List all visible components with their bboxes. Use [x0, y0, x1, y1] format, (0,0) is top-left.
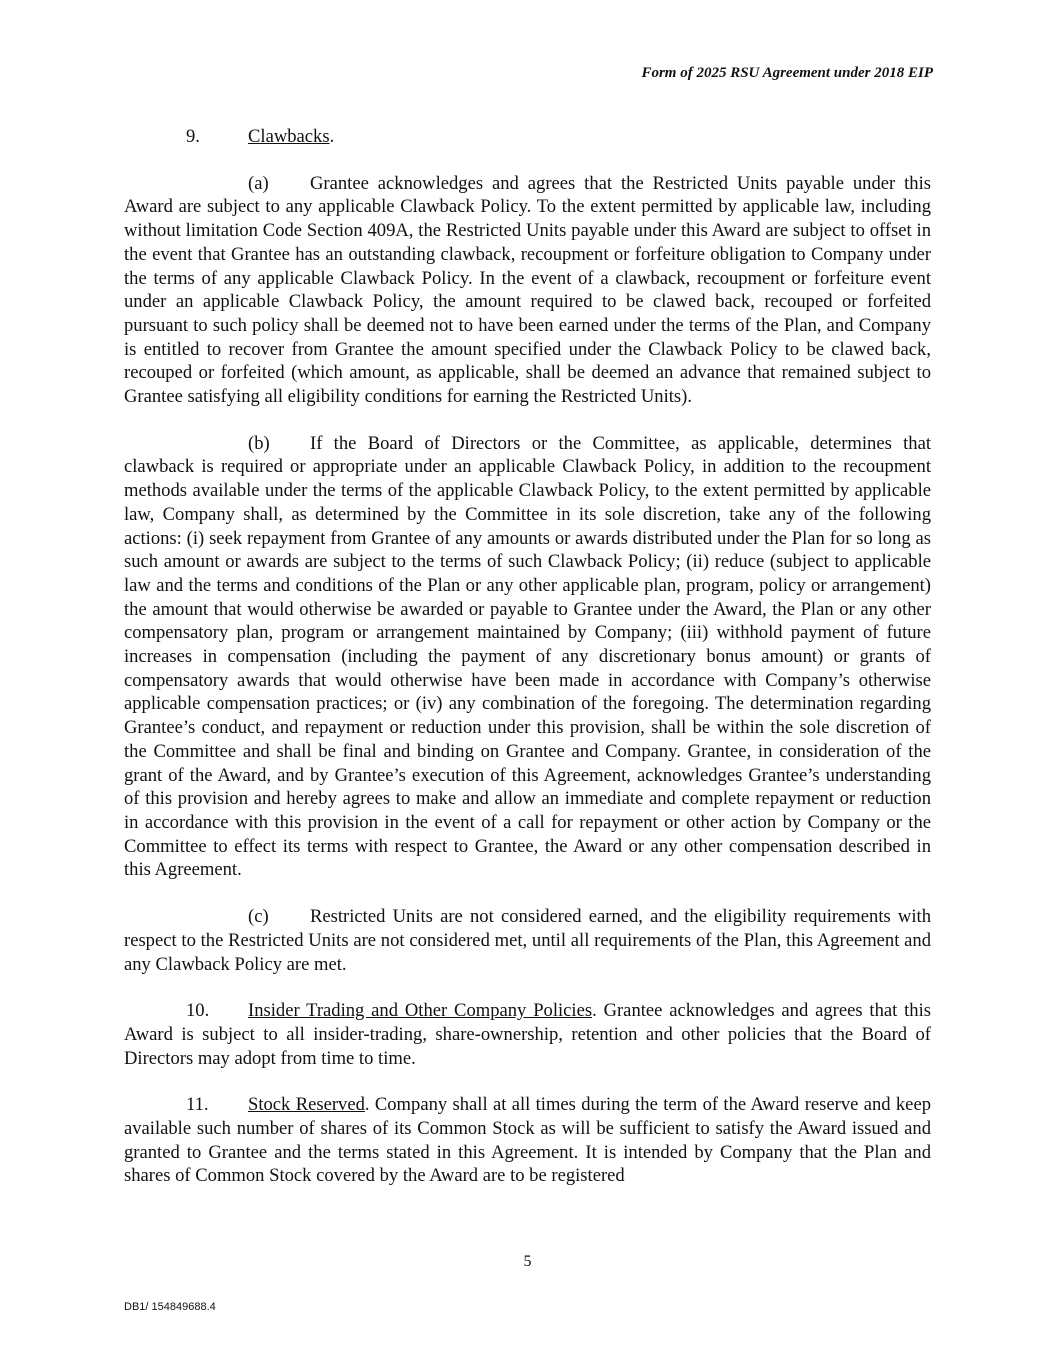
- section-11-number: 11.: [186, 1094, 209, 1116]
- section-9-heading-suffix: .: [329, 126, 335, 147]
- section-11-paragraph: [124, 1093, 931, 1188]
- section-9b-text: If the Board of Directors or the Committee, as applicable, determines that clawback is required or appropriate under an applicable Clawback Policy, in addition to the recoupment methods available under the terms of the applicable Clawback Policy, to the extent permitted by applicable law, Company shall, as determined by the Committee in its sole discretion, take any of the following actions: (i) seek repayment from Grantee of any amounts or awards distributed under the Plan for so long as such amount or awards are subject to the terms of such Clawback Policy; (ii) reduce (subject to applicable law and the terms and conditions of the Plan or any other applicable plan, program, policy or arrangement) the amount that would otherwise be awarded or payable to Grantee under the Award, the Plan or any other compensatory plan, program or arrangement maintained by Company; (iii) withhold payment of future increases in compensation (including the payment of any discretionary bonus amount) or grants of compensatory awards that would otherwise have been made in accordance with Company’s otherwise applicable compensation practices; or (iv) any combination of the foregoing. The determination regarding Grantee’s conduct, and repayment or reduction under this provision, shall be within the sole discretion of the Committee and shall be final and binding on Grantee and Company. Grantee, in consideration of the grant of the Award, and by Grantee’s execution of this Agreement, acknowledges Grantee’s understanding of this provision and hereby agrees to make and allow an immediate and complete repayment or reduction in accordance with this provision in the event of a call for repayment or other action by Company or the Committee to effect its terms with respect to Grantee, the Award or any other compensation described in this Agreement.: [124, 432, 931, 881]
- section-9a-paragraph: [124, 172, 931, 409]
- section-11-heading: Stock Reserved: [248, 1094, 365, 1116]
- section-9c-text: Restricted Units are not considered earned, and the eligibility requirements with respect to the Restricted Units are not considered met, until all requirements of the Plan, this Agreement and any Clawback Policy are met.: [124, 906, 931, 975]
- section-9a-text: Grantee acknowledges and agrees that the Restricted Units payable under this Award are subject to any applicable Clawback Policy. To the extent permitted by applicable law, including without limitation Code Section 409A, the Restricted Units payable under this Award are subject to offset in the event that Grantee has an outstanding clawback, recoupment or forfeiture obligation to Company under the terms of any applicable Clawback Policy. In the event of a clawback, recoupment or forfeiture event under an applicable Clawback Policy, the amount required to be clawed back, recouped or forfeited pursuant to such policy shall be deemed not to have been earned under the terms of the Plan, and Company is entitled to recover from Grantee the amount specified under the Clawback Policy to be clawed back, recouped or forfeited (which amount, as applicable, shall be deemed an advance that remained subject to Grantee satisfying all eligibility conditions for earning the Restricted Units).: [124, 172, 931, 408]
- section-10-heading: Insider Trading and Other Company Policies: [248, 1000, 593, 1022]
- document-body: [124, 125, 931, 1211]
- section-11-text: . Company shall at all times during the term of the Award reserve and keep available such number of shares of its Common Stock as will be sufficient to satisfy the Award issued and granted to Grantee and the terms stated in this Agreement. It is intended by Company that the Plan and shares of Common Stock covered by the Award are to be registered: [124, 1094, 931, 1187]
- section-10-text: . Grantee acknowledges and agrees that this Award is subject to all insider-trading, share-ownership, retention and other policies that the Board of Directors may adopt from time to time.: [124, 1000, 932, 1069]
- section-9c-paragraph: [124, 905, 931, 976]
- section-9-heading-paragraph: [124, 125, 931, 149]
- section-9-heading: Clawbacks: [248, 126, 330, 147]
- section-9b-label: (b): [248, 432, 270, 454]
- section-9a-label: (a): [248, 172, 269, 194]
- section-10-paragraph: [124, 999, 931, 1070]
- section-10-number: 10.: [186, 1000, 210, 1022]
- page-number: 5: [523, 1253, 532, 1270]
- document-id: DB1/ 154849688.4: [124, 1301, 216, 1313]
- section-9c-label: (c): [248, 906, 269, 928]
- section-9-number: 9.: [186, 126, 200, 147]
- section-9b-paragraph: [124, 432, 931, 882]
- document-header-title: Form of 2025 RSU Agreement under 2018 EIP: [641, 65, 933, 81]
